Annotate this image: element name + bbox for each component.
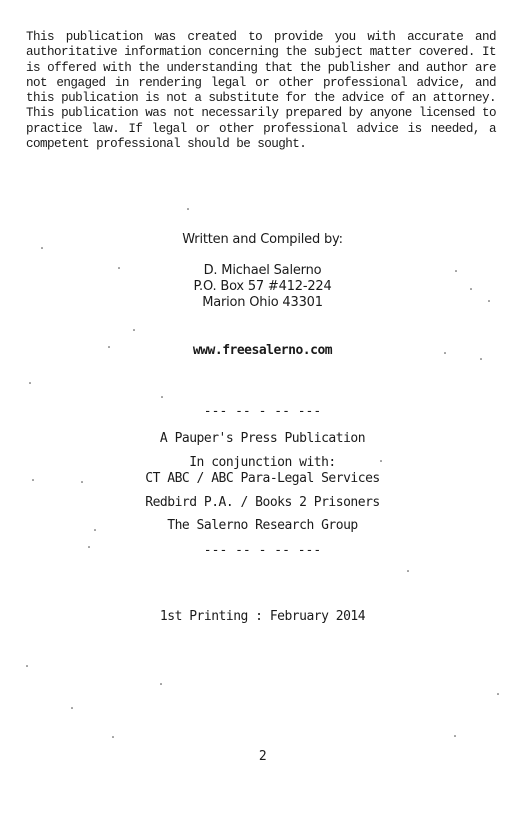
publisher-line-4: Redbird P.A. / Books 2 Prisoners [145, 495, 380, 510]
scan-speck [161, 396, 163, 398]
scan-speck [480, 358, 482, 360]
scan-speck [94, 529, 96, 531]
scan-speck [112, 736, 114, 738]
scan-speck [32, 479, 34, 481]
scan-speck [454, 735, 456, 737]
scan-speck [497, 693, 499, 695]
scan-speck [81, 481, 83, 483]
separator-bottom: --- -- - -- --- [203, 543, 322, 558]
scan-speck [29, 382, 31, 384]
scan-speck [160, 683, 162, 685]
scan-speck [470, 288, 472, 290]
scan-speck [108, 346, 110, 348]
page-number: 2 [258, 749, 267, 764]
printing-date: 1st Printing : February 2014 [159, 609, 366, 624]
publisher-line-2: In conjunction with: [189, 455, 336, 470]
disclaimer-paragraph: This publication was created to provide you with accurate and authoritative information concerning the subject matter covered. It is offered with the understanding that the publisher and author are not engaged in rendering legal or other professional advice, and this publication is not a substitute for the advice of an attorney. This publication was not necessarily prepared by anyone licensed to practice law. If legal or other professional advice is needed, a competent professional should be sought. [26, 30, 496, 152]
scan-speck [407, 570, 409, 572]
scan-speck [187, 208, 189, 210]
publisher-line-3: CT ABC / ABC Para-Legal Services [145, 471, 380, 486]
address-line-2: Marion Ohio 43301 [202, 295, 323, 310]
publisher-line-1: A Pauper's Press Publication [159, 431, 366, 446]
scan-speck [26, 665, 28, 667]
website-address: www.freesalerno.com [192, 343, 333, 358]
scan-speck [133, 329, 135, 331]
credits-heading: Written and Compiled by: [182, 232, 343, 247]
scan-speck [488, 300, 490, 302]
scan-speck [71, 707, 73, 709]
publisher-line-5: The Salerno Research Group [167, 518, 358, 533]
scan-speck [118, 267, 120, 269]
address-line-1: P.O. Box 57 #412-224 [193, 279, 332, 294]
author-name: D. Michael Salerno [203, 263, 322, 278]
scan-speck [444, 352, 446, 354]
scan-speck [455, 270, 457, 272]
scan-speck [88, 546, 90, 548]
scan-speck [41, 247, 43, 249]
separator-top: --- -- - -- --- [203, 404, 322, 419]
scan-speck [380, 460, 382, 462]
